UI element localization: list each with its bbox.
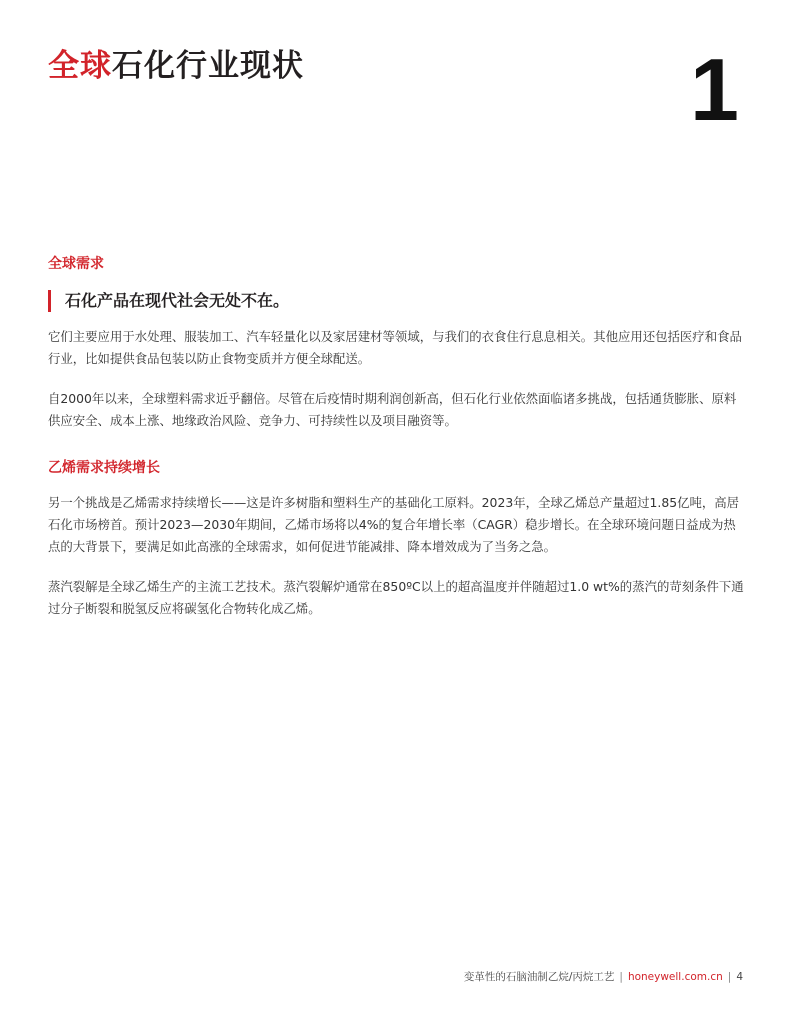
page-title-rest: 石化行业现状 [112, 48, 304, 84]
pull-quote: 石化产品在现代社会无处不在。 [48, 290, 289, 312]
page-number: 4 [736, 971, 743, 983]
paragraph-ethylene-challenge: 另一个挑战是乙烯需求持续增长——这是许多树脂和塑料生产的基础化工原料。2023年，全球乙烯总产量超过1.85亿吨，高居石化市场榜首。预计2023—2030年期间，乙烯市场将以4%的复合年增长率（CAGR）稳步增长。在全球环境问题日益成为热点的大背景下，要满足如此高涨的全球需求，如何促进节能减排、降本增效成为了当务之急。 [48, 495, 740, 554]
footer-doc-title: 变革性的石脑油制乙烷/丙烷工艺 [463, 971, 615, 983]
footer-url-link[interactable]: honeywell.com.cn [627, 971, 723, 983]
paragraph-applications: 它们主要应用于水处理、服装加工、汽车轻量化以及家居建材等领域，与我们的衣食住行息息相关。其他应用还包括医疗和食品行业，比如提供食品包装以防止食物变质并方便全球配送。 [48, 329, 742, 366]
page-footer [464, 969, 743, 985]
paragraph-steam-cracking: 蒸汽裂解是全球乙烯生产的主流工艺技术。蒸汽裂解炉通常在850ºC以上的超高温度并伴随超过1.0 wt%的蒸汽的苛刻条件下通过分子断裂和脱氢反应将碳氢化合物转化成乙烯。 [48, 579, 744, 616]
page-title-accent: 全球 [48, 48, 112, 84]
footer-separator-2: | [727, 971, 732, 983]
section-heading-global-demand: 全球需求 [48, 256, 104, 272]
chapter-number: 1 [690, 40, 739, 139]
paragraph-plastic-demand: 自2000年以来，全球塑料需求近乎翻倍。尽管在后疫情时期利润创新高，但石化行业依然面临诸多挑战，包括通货膨胀、原料供应安全、成本上涨、地缘政治风险、竞争力、可持续性以及项目融资等。 [48, 391, 737, 428]
page-title [48, 44, 304, 88]
footer-separator: | [619, 971, 623, 983]
section-heading-ethylene-demand: 乙烯需求持续增长 [48, 460, 160, 476]
